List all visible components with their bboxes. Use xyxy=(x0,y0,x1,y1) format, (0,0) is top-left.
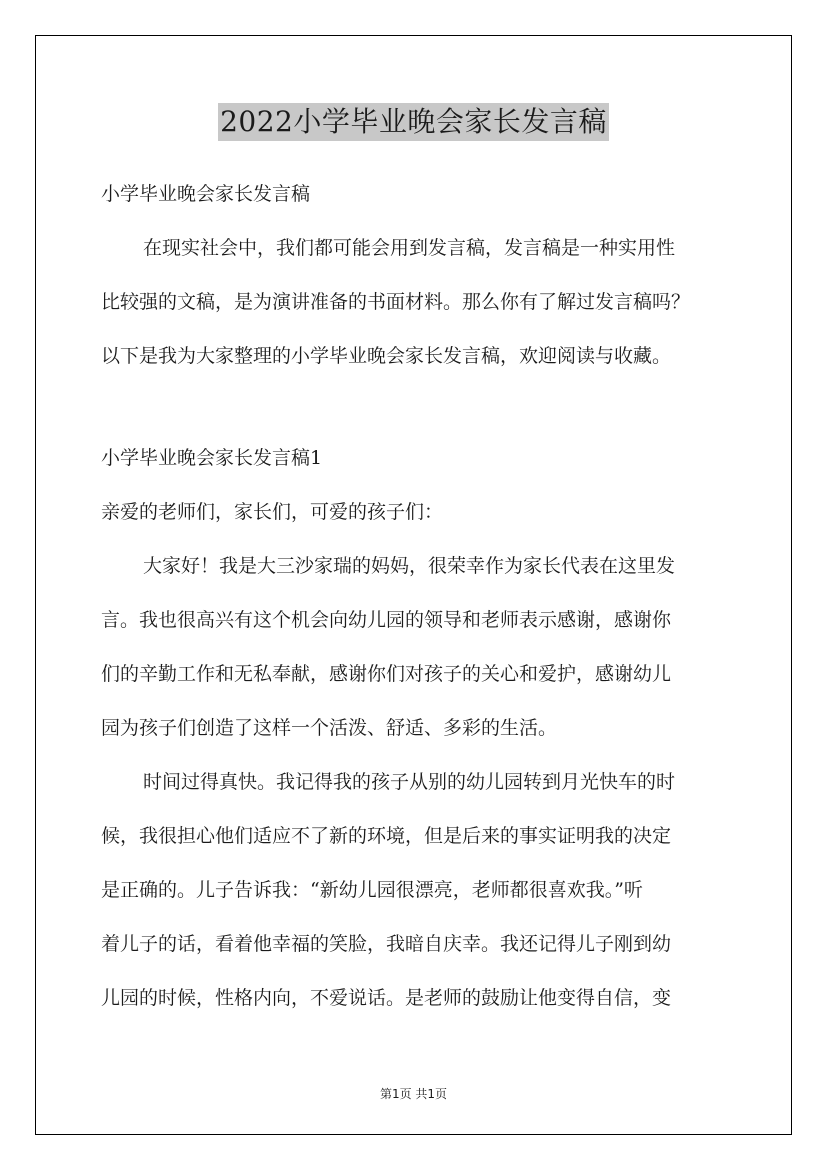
title-container xyxy=(0,103,827,141)
page-footer: 第1页 共1页 xyxy=(379,1087,448,1101)
paragraph1-line-2: 言。我也很高兴有这个机会向幼儿园的领导和老师表示感谢，感谢你 xyxy=(101,609,672,631)
intro-line-2: 比较强的文稿，是为演讲准备的书面材料。那么你有了解过发言稿吗？ xyxy=(101,291,691,313)
intro-line-3: 以下是我为大家整理的小学毕业晚会家长发言稿，欢迎阅读与收藏。 xyxy=(101,345,672,367)
document-subtitle: 小学毕业晚会家长发言稿 xyxy=(101,183,311,205)
paragraph1-line-4: 园为孩子们创造了这样一个活泼、舒适、多彩的生活。 xyxy=(101,717,558,739)
section-gap xyxy=(101,388,726,436)
intro-line-1: 在现实社会中，我们都可能会用到发言稿，发言稿是一种实用性 xyxy=(143,237,676,259)
paragraph2-line-5: 儿园的时候，性格内向，不爱说话。是老师的鼓励让他变得自信，变 xyxy=(101,987,672,1009)
document-body xyxy=(101,172,726,1030)
section-heading: 小学毕业晚会家长发言稿1 xyxy=(101,447,323,469)
paragraph1-line-1: 大家好！我是大三沙家瑞的妈妈，很荣幸作为家长代表在这里发 xyxy=(143,555,676,577)
document-title: 2022小学毕业晚会家长发言稿 xyxy=(218,103,609,141)
salutation: 亲爱的老师们，家长们，可爱的孩子们： xyxy=(101,501,444,523)
paragraph2-line-3: 是正确的。儿子告诉我：“新幼儿园很漂亮，老师都很喜欢我。”听 xyxy=(101,879,643,901)
paragraph2-line-4: 着儿子的话，看着他幸福的笑脸，我暗自庆幸。我还记得儿子刚到幼 xyxy=(101,933,672,955)
paragraph2-line-1: 时间过得真快。我记得我的孩子从别的幼儿园转到月光快车的时 xyxy=(143,771,676,793)
paragraph1-line-3: 们的辛勤工作和无私奉献，感谢你们对孩子的关心和爱护，感谢幼儿 xyxy=(101,663,672,685)
paragraph2-line-2: 候，我很担心他们适应不了新的环境，但是后来的事实证明我的决定 xyxy=(101,825,672,847)
